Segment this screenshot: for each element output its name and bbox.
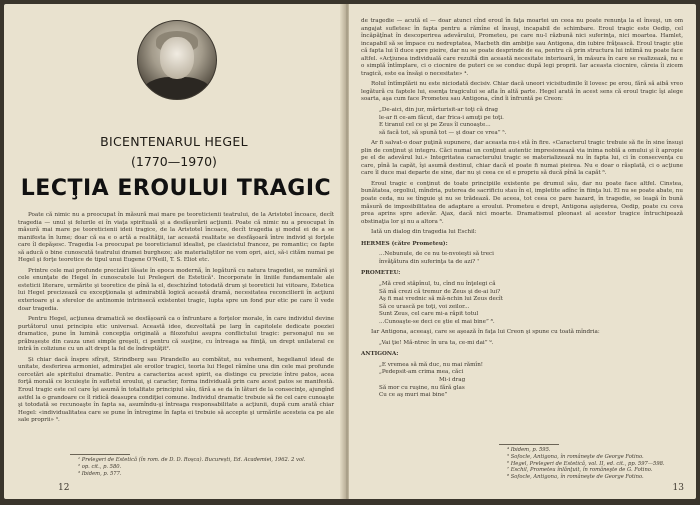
verse-line: „E vremea să mă duc, nu mai rămîn! [379, 361, 484, 368]
footnote: ⁶ Hegel, Prelegeri de Estetică, vol. II, ed. cit., pp. 597—598. [507, 460, 665, 467]
verse-block [379, 281, 683, 326]
footnote-rule [70, 454, 130, 455]
footnote: ⁵ Sofocle, Antigona, în româneşte de George Fotino. [507, 453, 644, 460]
right-page [349, 4, 696, 499]
left-paragraph: Poate că nimic nu a preocupat în măsură mai mare pe teoreticienii teatrului, de la Aristotel încoace, decît tragedia — unul și felurile ei în viaţa spirituală și a desfășurării acţiunii. Poate că nimic nu a preocupat în măsură mai mare pe teoreticienii ideii tragice, de la Aristotel încoace, decît tragedia şi modul ei de a se manifesta în lume; doar că ea e o artă a realităţii, iar această realitate se desfăşoară între individ şi forţele care îl depăşesc. Tragedia l-a preocupat pe teoreticianul idealist, pe clasicistul francez, pe romantic; ce fapte să aducă o bine cunoscută teatrului dramei burgheze; ale materialiştilor ne vom opri, aici, să-i cităm numai pe Hegel şi forţe teoretice de tipul unui Eugene O'Neill, T. S. Eliot etc. [18, 212, 334, 264]
verse-line: Mi-i drag [439, 376, 466, 383]
left-footnotes [70, 457, 330, 477]
right-paragraph: Rolul întîmplării nu este niciodată decisiv. Chiar dacă uneori vicisitudinile îl lovesc pe erou, fără să aibă vreo legătură cu faptele lui, esenţa tragicului se afla în altă parte. Hegel arată în acest sens că eroul tragic îşi alege soarta, aşa cum face Prometeu sau Antigona, cînd îi înfruntă pe Creon: [361, 81, 683, 103]
speaker-label: HERMES (către Prometeu): [361, 240, 448, 247]
footnote: ⁸ Sofocle, Antigona, în româneşte de George Fotino. [507, 474, 644, 481]
verse-line: Să mor cu ruşine, nu fără glas [379, 384, 465, 391]
right-body [361, 18, 683, 403]
right-paragraph: Iată un dialog din tragedia lui Eschil: [371, 229, 477, 236]
verse-block [379, 251, 683, 266]
hegel-portrait [137, 20, 217, 100]
page-number-right: 13 [672, 483, 684, 493]
verse-line: „Vai ţie! Mă-ntrec în ura ta, ce-mi dai” ⁹. [379, 339, 494, 346]
verse-line: „Pedepsit-am crima mea, căci [379, 369, 464, 376]
verse-line: „Mă cred stăpînul, tu, cînd nu înţelegi că [379, 280, 496, 287]
right-paragraph: Eroul tragic e conţinut de toate principiile existente pe drumul său, dar nu poate face altfel. Cinstea, bunătatea, orgoliul, mîndria, puterea de sacrificiu stau în el, impletite adînc în fiinţa lui. El nu se poate abate, nu poate ceda, nu se tînguie şi nu se trădează. De aceea, tot ceea ce pare hazard, în tragedie, se leagă în bună măsură de imposibilitatea de adaptare a eroului. Prometeu e drept, Antigona aşişderea, Oedip, poate cu ceva prea aprins spre adevăr. Ajax, dacă nici moarte. Dramatismul pleonast al acestor tragice întruchipează obstinaţia lor şi nu a altora ⁶. [361, 180, 683, 225]
verse-line: „De-aici, din jur, mărturisit-ar toţi că drag [379, 107, 498, 114]
verse-line: Cu ce aş muri mai bine” [379, 392, 448, 399]
left-paragraph: Pentru Hegel, acţiunea dramatică se desfășoară ca o înfruntare a forțelor morale, în care individul devine purtătorul unui principiu etic universal. Această idee, dezvoltată pe larg în capitolele dedicate poeziei dramatice, pune în lumină concepţia originală a filozofului asupra conflictului tragic: personajul nu se prăbușește din cauza unei simple greşeli, ci pentru că susţine, cu întreaga sa fiinţă, un drept unilateral ce intră în coliziune cu un alt drept la fel de îndreptăţit². [18, 316, 334, 353]
verse-line: Să mă crezi că tremur de Zeus şi de-ai lui? [379, 288, 501, 295]
left-body [18, 212, 334, 428]
right-paragraph: de tragedie — acută el — doar atunci cînd eroul în faţa moartei un ceea nu poate renunţa la el însuşi, un om angajat sufletesc în fapta pentru a rămîne el însuşi, incapabil de schimbare. Eroul tragic este Oedip, cel încăpăţînat în descoperirea adevărului, Prometeu, pe care nu-l răzbună nici suferinţa, nici moartea. Hamlet, incapabil să se împace cu nedreptatea, Macbeth din ambiţie sau Antigona, din iubire frăţească. Eroul tragic ştie că fapta lui îl duce spre pieire, dar nu se poate desprinde de ea, pentru că prin structura lui intimă nu poate face altfel. «Acţiunea individuală care rezultă din această necesitate interioară, în măsura în care se realizează, nu e o simplă întîmplare, ci o ciocnire de puteri ce se conduc după legi proprii. Iar aceasta ciocnire, căreia îi zicem tragică, este ea însăşi o necesitate» ⁴. [361, 18, 683, 77]
verse-line: ...Nebunule, de ce nu te-nvoieşti să treci [379, 251, 494, 258]
verse-line: Să ce urască pe toţi, voi zeilor... [379, 303, 470, 310]
years-heading: (1770—1970) [131, 154, 217, 169]
footnote: ² op. cit., p. 580. [78, 463, 122, 470]
left-paragraph: Printre cele mai profunde precizări lăsate în epoca modernă, în legătură cu natura tragediei, se numără și cele enunţate de Hegel în cunoscutele lui Prelegeri de Estetică¹. Incorporate în liniile fundamentale ale esteticii literare, urmărite şi teoretice de pînă la el, deschizînd totodată drum şi teoreticii lui viitoare, Estetica lui Hegel precizează cu excepţionala şi admirabilă logică această dramă, necesitatea reconcilierii în acţiuni exterioare şi a sferelor de antinomie intrinsecă existentei tragic, lupta spre un fond pur etic pe care îl vede doar tragedia. [18, 267, 334, 312]
verse-block [379, 107, 683, 137]
right-footnotes [499, 447, 685, 481]
verse-line: învăţătura din suferinţa ta de azi? ⁷ [379, 258, 480, 265]
verse-line: să facă tot, să spună tot — şi doar ce vrea” ⁵. [379, 129, 507, 136]
left-paragraph: Și chiar dacă înspre sfîrșit, Strindberg sau Pirandello au combătut, nu vehement, hegelianul ideal de unitate, desferirea armoniei, admiraţiei ale eroilor tragici, teoria lui Hegel rămîne una din cele mai profunde cercetări ale spiritului dramatic. Pentru a caracteriza acest spirit, ea distinge cu precizie între patos, acea forţă morală ce locuieşte în sufletul eroului, şi caracter, forma individuală prin care acest patos se manifestă. Eroul tragic este cel care îşi asumă în totalitate principiul său, fără a se da în lături de la consecinţe, ajungînd astfel la o grandoare ce îl ridică deasupra condiţiei comune. Individul dramatic trebuie să fie cel care cunoaşte şi totodată se recunoaşte în fapta sa, asumîndu-şi întreaga responsabilitate a acţiunii, după cum arată chiar Hegel: «individualitatea care se pune în întregime în fapta ei trebuie să accepte şi urmările acesteia ca pe ale sale proprii» ³. [18, 356, 334, 424]
footnote: ⁷ Eschil, Prometeu înlănţuit, în româneşte de G. Fotino. [507, 467, 653, 474]
verse-block [379, 362, 683, 400]
verse-block [379, 340, 683, 348]
footnote: ¹ Prelegeri de Estetică (în rom. de D. D. Roșca). București, Ed. Academiei, 1962. 2 vol. [78, 457, 306, 463]
footnote-rule [499, 444, 559, 445]
speaker-label: ANTIGONA: [361, 351, 399, 358]
left-page [4, 4, 345, 499]
footnote: ³ Ibidem, p. 577. [78, 470, 122, 477]
bicentennial-heading: BICENTENARUL HEGEL [100, 134, 248, 149]
right-paragraph: Iar Antigona, aceeaşi, care se aşează în faţa lui Creon şi spune cu toată mîndria: [371, 329, 600, 336]
verse-line: Sunt Zeus, cel care mi-a răpit totul [379, 311, 479, 318]
verse-line: ...Cunoaşte-se deci ce ştie el mai bine” ⁸. [379, 318, 495, 325]
article-title: LECŢIA EROULUI TRAGIC [20, 176, 332, 201]
speaker-label: PROMETEU: [361, 270, 401, 277]
verse-line: E tiranul cel ce şi pe Zeus îl cunoaşte... [379, 122, 491, 129]
verse-line: Aş fi mai vrednic să mă-nchin lui Zeus decît [379, 296, 503, 303]
verse-line: le-ar fi ce-am făcut, dar frica-i amuţi pe toţi. [379, 114, 504, 121]
right-paragraph: Ar fi salvat-o doar puţină supunere, dar aceasta nu-i stă în fire. «Caracterul tragic trebuie să fie în sine însuşi plin de conţinut şi integru. Căci numai un conţinut autentic impresionează via inima noblă a omului şi îi apropie pe el de adevărul lui.» Integritatea caracterului tragic se materializează nu în fapta lui, ci în consecvenţa cu care, pînă la capăt, îşi asumă destinul, chiar dacă el poate fi numai pieirea. Nu e doar o răsplată, ci o acţiune care îl duce mai departe de sine, dar nu şi ceea ce el e propriu să ducă pînă la capăt ⁶. [361, 140, 683, 177]
page-number-left: 12 [58, 483, 70, 493]
footnote: ⁴ Ibidem, p. 595. [507, 447, 551, 453]
